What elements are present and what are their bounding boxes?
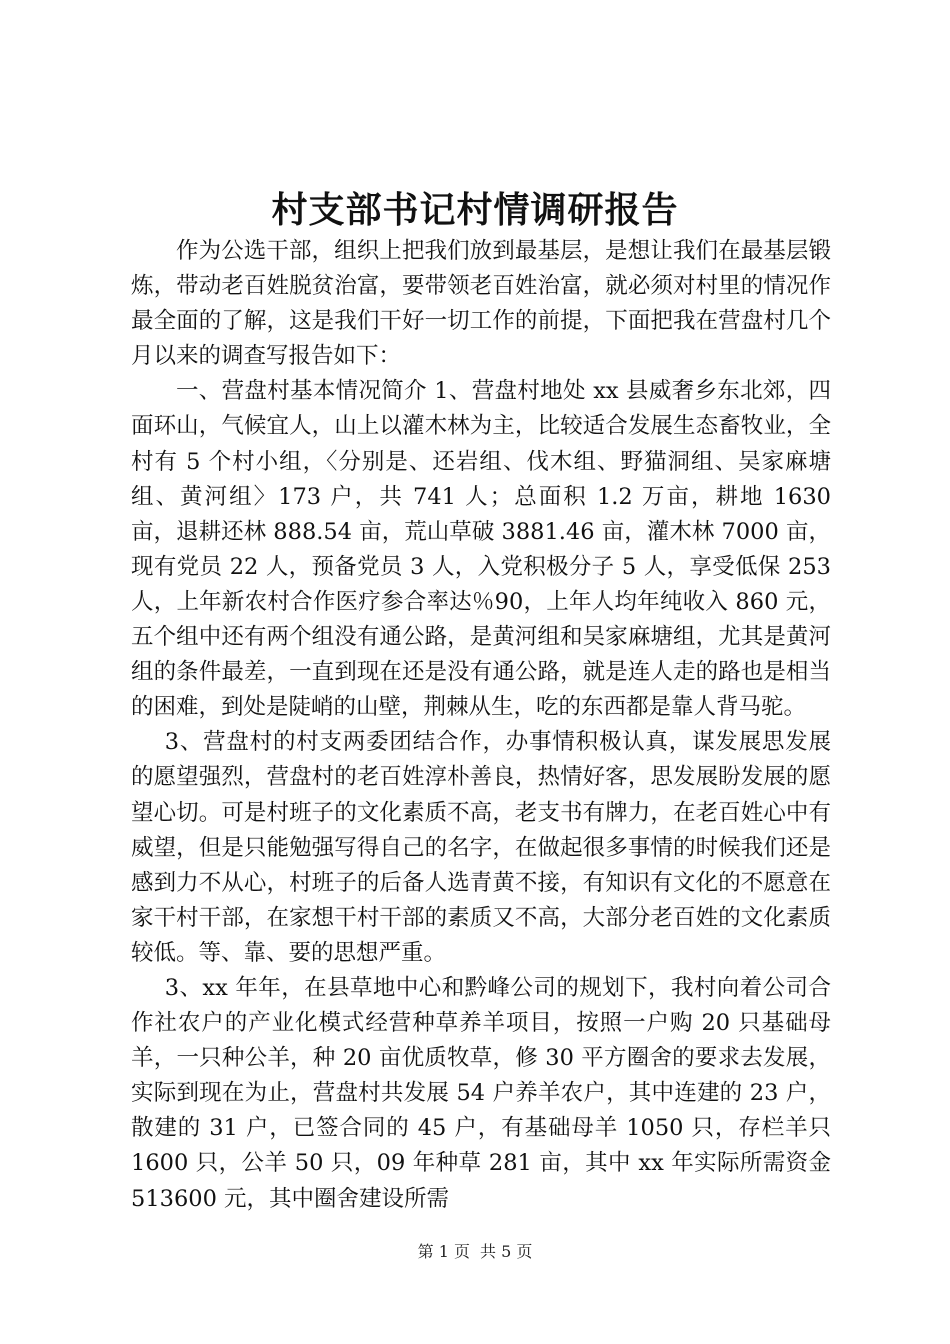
- paragraph-basic-situation: 一、营盘村基本情况简介 1、营盘村地处 xx 县威奢乡东北郊，四面环山，气候宜人，山上以灌木林为主，比较适合发展生态畜牧业，全村有 5 个村小组，〈分别是、还岩组、伐木组、野猫洞组、吴家麻塘组、黄河组〉173 户，共 741 人；总面积 1.2 万亩，耕地 1630 亩，退耕还林 888.54 亩，荒山草破 3881.46 亩，灌木林 7000 亩，现有党员 22 人，预备党员 3 人，入党积极分子 5 人，享受低保 253 人，上年新农村合作医疗参合率达％90，上年人均年纯收入 860 元，五个组中还有两个组没有通公路，是黄河组和吴家麻塘组，尤其是黄河组的条件最差，一直到现在还是没有通公路，就是连人走的路也是相当的困难，到处是陡峭的山壁，荆棘从生，吃的东西都是靠人背马驼。: [131, 378, 831, 721]
- page-number: 第 1 页: [417, 1242, 470, 1261]
- document-title: 村支部书记村情调研报告: [271, 189, 679, 231]
- paragraph-village-committee: 3、营盘村的村支两委团结合作，办事情积极认真，谋发展思发展的愿望强烈，营盘村的老百姓淳朴善良，热情好客，思发展盼发展的愿望心切。可是村班子的文化素质不高，老支书有牌力，在老百姓心中有威望，但是只能勉强写得自己的名字，在做起很多事情的时候我们还是感到力不从心，村班子的后备人选青黄不接，有知识有文化的不愿意在家干村干部，在家想干村干部的素质又不高，大部分老百姓的文化素质较低。等、靠、要的思想严重。: [131, 729, 831, 966]
- document-body: [131, 234, 831, 1217]
- page-total: 共 5 页: [480, 1242, 533, 1261]
- paragraph-sheep-project: 3、xx 年年，在县草地中心和黔峰公司的规划下，我村向着公司合作社农户的产业化模式经营种草养羊项目，按照一户购 20 只基础母羊，一只种公羊，种 20 亩优质牧草，修 30 平方圈舍的要求去发展，实际到现在为止，营盘村共发展 54 户养羊农户，其中连建的 23 户，散建的 31 户，已签合同的 45 户，有基础母羊 1050 只，存栏羊只 1600 只，公羊 50 只，09 年种草 281 亩，其中 xx 年实际所需资金 513600 元，其中圈舍建设所需: [131, 974, 831, 1212]
- page-footer: [0, 1240, 950, 1264]
- paragraph-intro: 作为公选干部，组织上把我们放到最基层，是想让我们在最基层锻炼，带动老百姓脱贫治富，要带领老百姓治富，就必须对村里的情况作最全面的了解，这是我们干好一切工作的前提，下面把我在营盘村几个月以来的调查写报告如下：: [131, 238, 831, 370]
